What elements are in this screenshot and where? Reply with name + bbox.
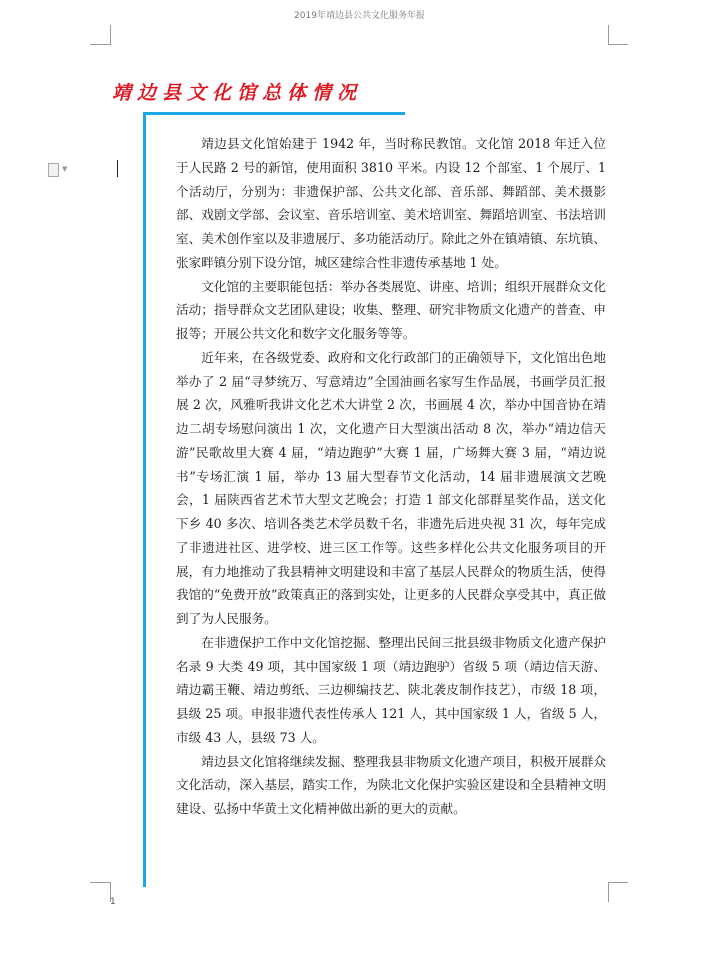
paragraph-overview: 靖边县文化馆始建于 1942 年，当时称民教馆。文化馆 2018 年迁入位于人民路 2 号的新馆，使用面积 3810 平米。内设 12 个部室、1 个展厅、1 个活动厅，分别为：非遗保护部、公共文化部、音乐部、舞蹈部、美术摄影部、戏剧文学部、会议室、音乐培训室、美术培训室、舞蹈培训室、书法培训室、美术创作室以及非遗展厅、多功能活动厅。除此之外在镇靖镇、东坑镇、张家畔镇分别下设分馆，城区建综合性非遗传承基地 1 处。 — [176, 136, 606, 270]
body-text[interactable] — [176, 132, 606, 821]
title-underline-rule — [143, 112, 405, 115]
running-header: 2019年靖边县公共文化服务年报 — [294, 11, 425, 21]
text-cursor — [117, 160, 118, 177]
paragraph-functions: 文化馆的主要职能包括：举办各类展览、讲座、培训；组织开展群众文化活动；指导群众文艺团队建设；收集、整理、研究非物质文化遗产的普查、申报等；开展公共文化和数字文化服务等等。 — [176, 278, 606, 341]
section-title: 靖边县文化馆总体情况 — [112, 82, 363, 104]
paragraph-outlook: 靖边县文化馆将继续发掘、整理我县非物质文化遗产项目，积极开展群众文化活动，深入基层，踏实工作，为陕北文化保护实验区建设和全县精神文明建设、弘扬中华黄土文化精神做出新的更大的贡献。 — [176, 753, 606, 816]
page-number: 1 — [110, 897, 116, 907]
chevron-down-icon: ▼ — [62, 165, 68, 173]
paragraph-heritage: 在非遗保护工作中文化馆挖掘、整理出民间三批县级非物质文化遗产保护名录 9 大类 49 项，其中国家级 1 项（靖边跑驴）省级 5 项（靖边信天游、靖边霸王鞭、靖边剪纸、三边柳编技艺、陕北袭皮制作技艺），市级 18 项，县级 25 项。申报非遗代表性传承人 121 人，其中国家级 1 人，省级 5 人，市级 43 人，县级 73 人。 — [176, 634, 606, 745]
document-icon[interactable] — [48, 163, 68, 177]
paragraph-achievements: 近年来，在各级党委、政府和文化行政部门的正确领导下，文化馆出色地举办了 2 届“寻梦统万、写意靖边”全国油画名家写生作品展，书画学员汇报展 2 次，风雅听我讲文化艺术大讲堂 2 次，书画展 4 次，举办中国音协在靖边二胡专场慰问演出 1 次，文化遗产日大型演出活动 8 次，举办“靖边信天游”民歌故里大赛 4 届，“靖边跑驴”大赛 1 届，广场舞大赛 3 届，“靖边说书”专场汇演 1 届，举办 13 届大型春节文化活动，14 届非遗展演文艺晚会，1 届陕西省艺术节大型文艺晚会；打造 1 部文化部群星奖作品，送文化下乡 40 多次、培训各类艺术学员数千名，非遗先后进央视 31 次，每年完成了非遗进社区、进学校、进三区工作等。这些多样化公共文化服务项目的开展，有力地推动了我县精神文明建设和丰富了基层人民群众的物质生活，使得我馆的“免费开放”政策真正的落到实处，让更多的人民群众享受其中，真正做到了为人民服务。 — [176, 349, 606, 626]
left-accent-rule — [143, 112, 146, 887]
